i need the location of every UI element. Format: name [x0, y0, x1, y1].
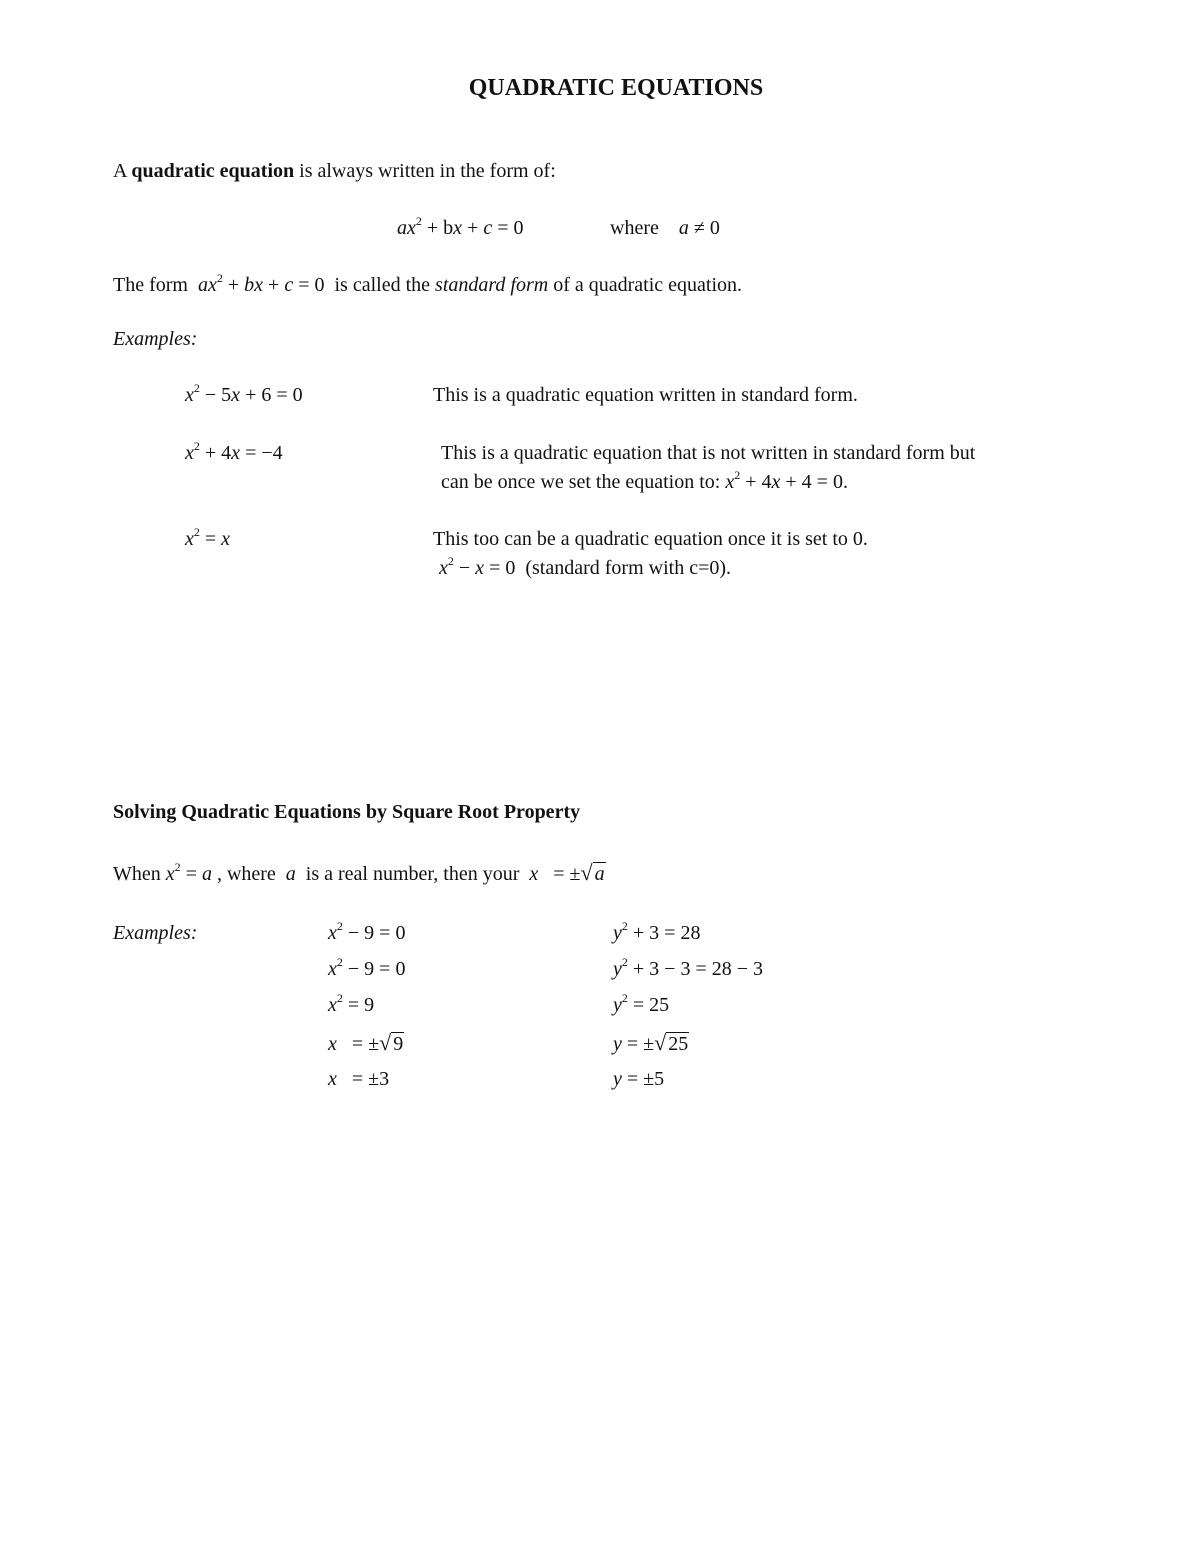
rule-a2: a — [285, 863, 296, 885]
r4-var: y — [613, 1033, 622, 1055]
l5-var: x — [328, 1068, 337, 1090]
r2-exp: 2 — [621, 955, 628, 969]
example-3-description: This too can be a quadratic equation once it is set to 0. — [433, 528, 868, 550]
l4-root: 9 — [393, 1033, 404, 1055]
right-step-4 — [613, 1032, 689, 1054]
ex3-desc2-rest1: − — [453, 557, 476, 579]
l2-exp: 2 — [336, 955, 343, 969]
ex3-desc2-var2: x — [475, 557, 485, 579]
ex2-desc2-rest1: + 4 — [740, 471, 772, 493]
left-step-2 — [328, 955, 406, 980]
rule-eq: = — [180, 863, 202, 885]
ex2-rest1: + 4 — [199, 442, 232, 464]
eq-plus: + — [462, 217, 484, 239]
example-2-description: This is a quadratic equation that is not written in standard form but — [441, 442, 976, 464]
form-eq-plus1: + — [222, 274, 245, 296]
form-italic-term: standard form — [435, 274, 549, 296]
ex3-desc2-rest2: = 0 — [484, 557, 516, 579]
intro-suffix: is always written in the form of: — [294, 160, 556, 182]
ex3-desc2-exp: 2 — [447, 554, 454, 568]
rule-exp: 2 — [174, 860, 181, 874]
ex3-var2: x — [221, 528, 231, 550]
where-label: where — [610, 217, 659, 239]
section-heading: Solving Quadratic Equations by Square Root Property — [113, 801, 581, 823]
l3-var: x — [328, 994, 337, 1016]
ex2-desc2-rest2: + 4 = 0. — [780, 471, 848, 493]
ex3-desc2-var: x — [439, 557, 448, 579]
ex3-rest1: = — [199, 528, 222, 550]
right-step-3 — [613, 991, 670, 1016]
r3-rest: = 25 — [627, 994, 670, 1016]
ex2-exp: 2 — [193, 439, 200, 453]
r2-var: y — [613, 958, 622, 980]
l1-exp: 2 — [336, 919, 343, 933]
r1-rest: + 3 = 28 — [627, 922, 701, 944]
l1-rest: − 9 = 0 — [342, 922, 406, 944]
main-equation-condition — [610, 218, 720, 238]
sqrt-symbol-icon: √ 9 — [379, 1030, 404, 1055]
ex1-exp: 2 — [193, 381, 200, 395]
sqrt-symbol-icon: √ 25 — [654, 1030, 689, 1055]
eq-plus-b: + b — [421, 217, 454, 239]
left-step-5 — [328, 1069, 389, 1089]
l4-var: x — [328, 1033, 337, 1055]
r4-rest: = ± — [621, 1033, 655, 1055]
standard-form-line — [113, 271, 743, 296]
form-eq-bx: bx — [244, 274, 264, 296]
example-1-description: This is a quadratic equation written in standard form. — [433, 384, 858, 406]
form-middle: is called the — [334, 274, 436, 296]
rule-root: a — [594, 863, 605, 885]
eq-exponent: 2 — [415, 214, 422, 228]
ex1-var2: x — [231, 384, 241, 406]
example-3-equation — [185, 525, 231, 550]
rule-var: x — [165, 863, 175, 885]
form-eq-exp: 2 — [216, 271, 223, 285]
r3-var: y — [613, 994, 622, 1016]
r1-var: y — [613, 922, 622, 944]
r5-rest: = ±5 — [621, 1068, 665, 1090]
section2-examples-label: Examples: — [113, 922, 198, 944]
main-equation — [397, 214, 524, 239]
rule-prefix: When — [113, 863, 161, 885]
ex2-desc2-var: x — [725, 471, 735, 493]
eq-equals-zero: = 0 — [492, 217, 524, 239]
r3-exp: 2 — [621, 991, 628, 1005]
form-suffix: of a quadratic equation. — [548, 274, 743, 296]
right-step-2 — [613, 955, 764, 980]
left-step-1 — [328, 919, 406, 944]
ex2-rest2: = −4 — [240, 442, 283, 464]
eq-var-x: x — [407, 217, 416, 239]
sqrt-symbol-icon: √ a — [580, 860, 605, 885]
ex2-var: x — [185, 442, 194, 464]
intro-line — [113, 161, 556, 181]
ex2-desc2-var2: x — [771, 471, 781, 493]
rule-eq2: = ± — [548, 863, 581, 885]
page-title: QUADRATIC EQUATIONS — [468, 75, 764, 101]
rule-var2: x — [529, 863, 539, 885]
example-3-description-line2 — [439, 554, 732, 579]
l1-var: x — [328, 922, 337, 944]
r1-exp: 2 — [621, 919, 628, 933]
eq-const-c: c — [483, 217, 493, 239]
ex2-desc2-exp: 2 — [734, 468, 741, 482]
right-step-1 — [613, 919, 701, 944]
ex2-var2: x — [231, 442, 241, 464]
ex3-var: x — [185, 528, 194, 550]
ex3-exp: 2 — [193, 525, 200, 539]
left-step-3 — [328, 991, 375, 1016]
l5-rest: = ±3 — [346, 1068, 390, 1090]
example-2-equation — [185, 439, 283, 464]
l3-rest: = 9 — [342, 994, 375, 1016]
cond-not-zero: ≠ 0 — [688, 217, 720, 239]
example-1-equation — [185, 381, 303, 406]
eq-coef-a: a — [397, 217, 407, 239]
example-2-description-line2 — [441, 468, 848, 493]
l3-exp: 2 — [336, 991, 343, 1005]
eq-var-x2: x — [453, 217, 463, 239]
l2-rest: − 9 = 0 — [342, 958, 406, 980]
rule-a: a — [201, 863, 212, 885]
rule-mid2: is a real number, then your — [305, 863, 520, 885]
ex1-rest2: + 6 = 0 — [240, 384, 303, 406]
rule-mid1: , where — [216, 863, 276, 885]
r5-var: y — [613, 1068, 622, 1090]
ex1-rest1: − 5 — [199, 384, 232, 406]
r4-root: 25 — [668, 1033, 689, 1055]
r2-rest: + 3 − 3 = 28 − 3 — [627, 958, 764, 980]
ex1-var: x — [185, 384, 194, 406]
examples-label: Examples: — [113, 328, 198, 350]
ex2-desc2-prefix: can be once we set the equation to: — [441, 471, 721, 493]
left-step-4 — [328, 1032, 404, 1054]
cond-var-a: a — [678, 217, 689, 239]
ex3-desc2-suffix: (standard form with c=0). — [525, 557, 732, 579]
form-eq-ax: ax — [197, 274, 217, 296]
right-step-5 — [613, 1069, 664, 1089]
l2-var: x — [328, 958, 337, 980]
form-eq-c: c — [284, 274, 294, 296]
form-prefix: The form — [113, 274, 188, 296]
l4-rest: = ± — [346, 1033, 380, 1055]
form-eq-plus2: + — [263, 274, 285, 296]
square-root-rule — [113, 862, 606, 884]
form-eq-end: = 0 — [293, 274, 325, 296]
intro-bold-term: quadratic equation — [131, 160, 295, 182]
intro-prefix: A — [113, 160, 132, 182]
